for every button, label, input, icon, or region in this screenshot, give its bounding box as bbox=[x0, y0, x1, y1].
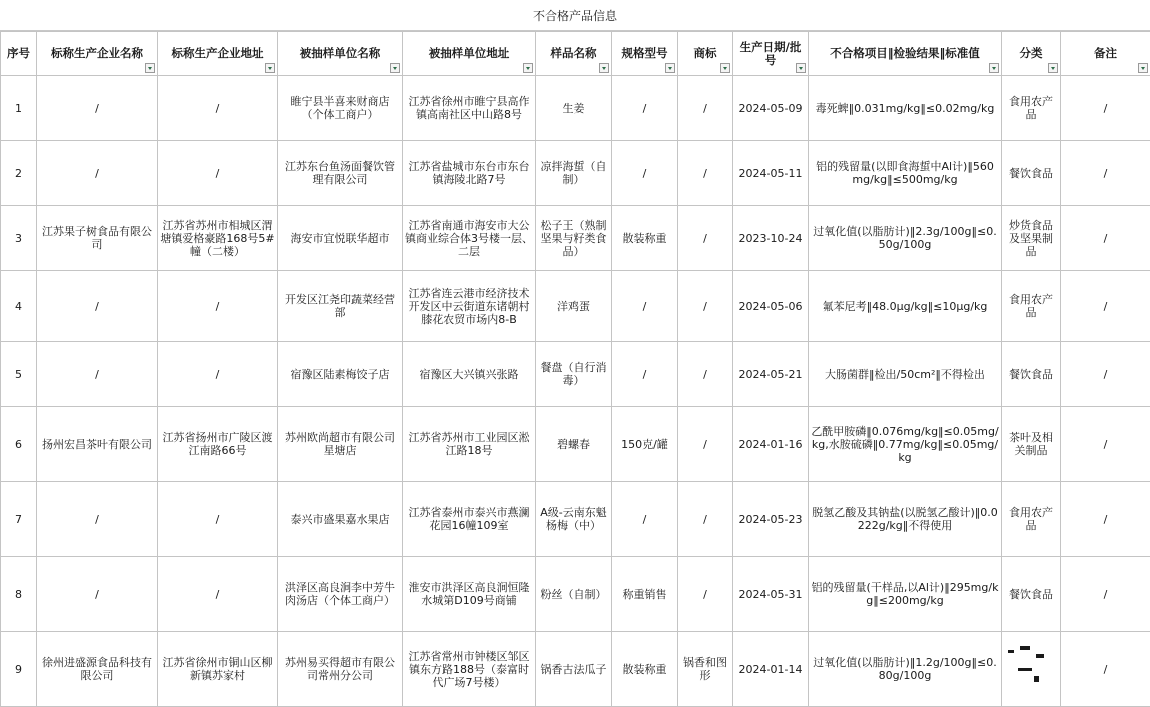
cell-production-date[interactable]: 2024-05-21 bbox=[733, 342, 809, 407]
cell-category[interactable]: 茶叶及相关制品 bbox=[1002, 407, 1061, 482]
cell-category[interactable]: 餐饮食品 bbox=[1002, 342, 1061, 407]
cell-remark[interactable]: / bbox=[1061, 342, 1150, 407]
cell-remark[interactable]: / bbox=[1061, 482, 1150, 557]
cell-seq[interactable]: 8 bbox=[1, 557, 37, 632]
cell-category[interactable]: 食用农产品 bbox=[1002, 271, 1061, 342]
header-maker-name bbox=[37, 32, 158, 76]
cell-sampled-unit-name[interactable]: 海安市宜悦联华超市 bbox=[278, 206, 403, 271]
cell-maker-address[interactable]: / bbox=[158, 271, 278, 342]
cell-production-date[interactable]: 2023-10-24 bbox=[733, 206, 809, 271]
header-row bbox=[1, 32, 1150, 76]
filter-dropdown-icon[interactable] bbox=[989, 63, 999, 73]
cell-sample-name[interactable]: 碧螺春 bbox=[536, 407, 612, 482]
cell-sample-name[interactable]: A级-云南东魁杨梅（中） bbox=[536, 482, 612, 557]
cell-maker-address[interactable]: / bbox=[158, 557, 278, 632]
header-production-date bbox=[733, 32, 809, 76]
cell-category[interactable]: 炒货食品及坚果制品 bbox=[1002, 206, 1061, 271]
cell-sampled-unit-address[interactable]: 江苏省南通市海安市大公镇商业综合体3号楼一层、二层 bbox=[403, 206, 536, 271]
table-row bbox=[1, 342, 1150, 407]
cell-spec[interactable]: / bbox=[612, 482, 678, 557]
header-maker-address bbox=[158, 32, 278, 76]
cell-category[interactable] bbox=[1002, 632, 1061, 707]
cell-maker-address[interactable]: / bbox=[158, 342, 278, 407]
cell-failed-item[interactable]: 过氧化值(以脂肪计)‖1.2g/100g‖≤0.80g/100g bbox=[809, 632, 1002, 707]
cell-maker-name[interactable]: / bbox=[37, 482, 158, 557]
cell-maker-address[interactable]: / bbox=[158, 141, 278, 206]
cell-brand[interactable]: / bbox=[678, 141, 733, 206]
header-label: 规格型号 bbox=[622, 46, 668, 60]
cell-remark[interactable]: / bbox=[1061, 271, 1150, 342]
cell-sampled-unit-address[interactable]: 江苏省苏州市工业园区淞江路18号 bbox=[403, 407, 536, 482]
cell-seq[interactable]: 7 bbox=[1, 482, 37, 557]
cell-remark[interactable]: / bbox=[1061, 206, 1150, 271]
cell-failed-item[interactable]: 大肠菌群‖检出/50cm²‖不得检出 bbox=[809, 342, 1002, 407]
cell-seq[interactable]: 2 bbox=[1, 141, 37, 206]
cell-sample-name[interactable]: 凉拌海蜇（自制） bbox=[536, 141, 612, 206]
cell-sampled-unit-address[interactable]: 江苏省常州市钟楼区邹区镇东方路188号（泰富时代广场7号楼） bbox=[403, 632, 536, 707]
header-label: 标称生产企业地址 bbox=[172, 46, 264, 60]
cell-maker-name[interactable]: / bbox=[37, 141, 158, 206]
cell-spec[interactable]: / bbox=[612, 342, 678, 407]
cell-sampled-unit-address[interactable]: 江苏省盐城市东台市东台镇海陵北路7号 bbox=[403, 141, 536, 206]
cell-category[interactable]: 餐饮食品 bbox=[1002, 141, 1061, 206]
cell-brand[interactable]: / bbox=[678, 76, 733, 141]
filter-dropdown-icon[interactable] bbox=[145, 63, 155, 73]
cell-failed-item[interactable]: 氟苯尼考‖48.0μg/kg‖≤10μg/kg bbox=[809, 271, 1002, 342]
cell-maker-address[interactable]: 江苏省苏州市相城区渭塘镇爱格豪路168号5#幢（二楼） bbox=[158, 206, 278, 271]
cell-sampled-unit-address[interactable]: 江苏省泰州市泰兴市燕澜花园16幢109室 bbox=[403, 482, 536, 557]
cell-failed-item[interactable]: 脱氢乙酸及其钠盐(以脱氢乙酸计)‖0.0222g/kg‖不得使用 bbox=[809, 482, 1002, 557]
cell-production-date[interactable]: 2024-05-11 bbox=[733, 141, 809, 206]
filter-dropdown-icon[interactable] bbox=[523, 63, 533, 73]
cell-maker-name[interactable]: / bbox=[37, 271, 158, 342]
filter-dropdown-icon[interactable] bbox=[796, 63, 806, 73]
cell-seq[interactable]: 4 bbox=[1, 271, 37, 342]
cell-seq[interactable]: 5 bbox=[1, 342, 37, 407]
table-row bbox=[1, 407, 1150, 482]
filter-dropdown-icon[interactable] bbox=[665, 63, 675, 73]
filter-dropdown-icon[interactable] bbox=[390, 63, 400, 73]
cell-seq[interactable]: 9 bbox=[1, 632, 37, 707]
header-brand bbox=[678, 32, 733, 76]
header-label: 被抽样单位地址 bbox=[429, 46, 510, 60]
filter-dropdown-icon[interactable] bbox=[599, 63, 609, 73]
cell-remark[interactable]: / bbox=[1061, 407, 1150, 482]
table-row bbox=[1, 482, 1150, 557]
cell-sampled-unit-address[interactable]: 宿豫区大兴镇兴张路 bbox=[403, 342, 536, 407]
cell-sampled-unit-name[interactable]: 江苏东台鱼汤面餐饮管理有限公司 bbox=[278, 141, 403, 206]
cell-remark[interactable]: / bbox=[1061, 632, 1150, 707]
cell-sampled-unit-name[interactable]: 苏州欧尚超市有限公司星塘店 bbox=[278, 407, 403, 482]
table-row bbox=[1, 141, 1150, 206]
cell-sampled-unit-address[interactable]: 江苏省连云港市经济技术开发区中云街道东诸朝村膝花农贸市场内8-B bbox=[403, 271, 536, 342]
cell-spec[interactable]: 称重销售 bbox=[612, 557, 678, 632]
cell-failed-item[interactable]: 过氧化值(以脂肪计)‖2.3g/100g‖≤0.50g/100g bbox=[809, 206, 1002, 271]
sheet-title: 不合格产品信息 bbox=[0, 0, 1150, 31]
cell-sampled-unit-name[interactable]: 洪泽区高良涧李中芳牛肉汤店（个体工商户） bbox=[278, 557, 403, 632]
cell-production-date[interactable]: 2024-05-06 bbox=[733, 271, 809, 342]
cell-maker-address[interactable]: / bbox=[158, 76, 278, 141]
cell-brand[interactable]: / bbox=[678, 557, 733, 632]
cell-sampled-unit-name[interactable]: 宿豫区陆素梅饺子店 bbox=[278, 342, 403, 407]
cell-maker-address[interactable]: / bbox=[158, 482, 278, 557]
table-row bbox=[1, 557, 1150, 632]
cell-seq[interactable]: 3 bbox=[1, 206, 37, 271]
cell-category[interactable]: 餐饮食品 bbox=[1002, 557, 1061, 632]
cell-spec[interactable]: / bbox=[612, 76, 678, 141]
header-label: 被抽样单位名称 bbox=[300, 46, 381, 60]
cell-category[interactable]: 食用农产品 bbox=[1002, 76, 1061, 141]
header-remark bbox=[1061, 32, 1150, 76]
filter-dropdown-icon[interactable] bbox=[720, 63, 730, 73]
cell-spec[interactable]: 150克/罐 bbox=[612, 407, 678, 482]
filter-dropdown-icon[interactable] bbox=[1048, 63, 1058, 73]
header-label: 不合格项目‖检验结果‖标准值 bbox=[830, 46, 980, 60]
cell-maker-name[interactable]: 扬州宏昌茶叶有限公司 bbox=[37, 407, 158, 482]
cell-maker-name[interactable]: / bbox=[37, 557, 158, 632]
cell-spec[interactable]: 散装称重 bbox=[612, 632, 678, 707]
cell-production-date[interactable]: 2024-05-31 bbox=[733, 557, 809, 632]
cell-maker-address[interactable]: 江苏省扬州市广陵区渡江南路66号 bbox=[158, 407, 278, 482]
cell-spec[interactable]: 散装称重 bbox=[612, 206, 678, 271]
cell-sample-name[interactable]: 洋鸡蛋 bbox=[536, 271, 612, 342]
header-sampled-unit-address bbox=[403, 32, 536, 76]
cell-production-date[interactable]: 2024-05-09 bbox=[733, 76, 809, 141]
header-category bbox=[1002, 32, 1061, 76]
table-row bbox=[1, 76, 1150, 141]
header-label: 分类 bbox=[1020, 46, 1043, 60]
cell-maker-name[interactable]: / bbox=[37, 76, 158, 141]
cell-sample-name[interactable]: 粉丝（自制） bbox=[536, 557, 612, 632]
data-table bbox=[0, 31, 1150, 707]
cell-failed-item[interactable]: 铝的残留量(干样品,以Al计)‖295mg/kg‖≤200mg/kg bbox=[809, 557, 1002, 632]
table-row bbox=[1, 271, 1150, 342]
header-label: 样品名称 bbox=[551, 46, 597, 60]
cell-category[interactable]: 食用农产品 bbox=[1002, 482, 1061, 557]
filter-dropdown-icon[interactable] bbox=[1138, 63, 1148, 73]
header-spec bbox=[612, 32, 678, 76]
cell-seq[interactable]: 1 bbox=[1, 76, 37, 141]
cell-remark[interactable]: / bbox=[1061, 557, 1150, 632]
cell-sampled-unit-name[interactable]: 开发区江尧印蔬菜经营部 bbox=[278, 271, 403, 342]
header-label: 序号 bbox=[7, 46, 30, 60]
cell-sampled-unit-name[interactable]: 泰兴市盛果嘉水果店 bbox=[278, 482, 403, 557]
cell-brand[interactable]: / bbox=[678, 271, 733, 342]
table-row bbox=[1, 632, 1150, 707]
header-label: 商标 bbox=[694, 46, 717, 60]
cell-seq[interactable]: 6 bbox=[1, 407, 37, 482]
cell-spec[interactable]: / bbox=[612, 141, 678, 206]
cell-brand[interactable]: / bbox=[678, 482, 733, 557]
cell-maker-name[interactable]: 徐州进盛源食品科技有限公司 bbox=[37, 632, 158, 707]
cell-sampled-unit-name[interactable]: 睢宁县半喜来财商店（个体工商户） bbox=[278, 76, 403, 141]
cell-sampled-unit-name[interactable]: 苏州易买得超市有限公司常州分公司 bbox=[278, 632, 403, 707]
cell-brand[interactable]: / bbox=[678, 206, 733, 271]
cell-spec[interactable]: / bbox=[612, 271, 678, 342]
cell-remark[interactable]: / bbox=[1061, 76, 1150, 141]
filter-dropdown-icon[interactable] bbox=[265, 63, 275, 73]
cell-brand[interactable]: / bbox=[678, 342, 733, 407]
cell-production-date[interactable]: 2024-05-23 bbox=[733, 482, 809, 557]
cell-sampled-unit-address[interactable]: 淮安市洪泽区高良涧恒隆水城第D109号商铺 bbox=[403, 557, 536, 632]
cell-brand[interactable]: / bbox=[678, 407, 733, 482]
cell-sampled-unit-address[interactable]: 江苏省徐州市睢宁县高作镇高南社区中山路8号 bbox=[403, 76, 536, 141]
cell-maker-address[interactable]: 江苏省徐州市铜山区柳新镇苏家村 bbox=[158, 632, 278, 707]
cell-production-date[interactable]: 2024-01-16 bbox=[733, 407, 809, 482]
header-sampled-unit-name bbox=[278, 32, 403, 76]
cell-production-date[interactable]: 2024-01-14 bbox=[733, 632, 809, 707]
cell-failed-item[interactable]: 乙酰甲胺磷‖0.076mg/kg‖≤0.05mg/kg,水胺硫磷‖0.77mg/kg‖≤0.05mg/kg bbox=[809, 407, 1002, 482]
cell-failed-item[interactable]: 铝的残留量(以即食海蜇中Al计)‖560mg/kg‖≤500mg/kg bbox=[809, 141, 1002, 206]
cell-remark[interactable]: / bbox=[1061, 141, 1150, 206]
header-sample-name bbox=[536, 32, 612, 76]
cell-sample-name[interactable]: 锅香古法瓜子 bbox=[536, 632, 612, 707]
cell-sample-name[interactable]: 生姜 bbox=[536, 76, 612, 141]
header-seq bbox=[1, 32, 37, 76]
header-label: 生产日期/批号 bbox=[740, 40, 802, 67]
cell-maker-name[interactable]: 江苏果子树食品有限公司 bbox=[37, 206, 158, 271]
header-label: 标称生产企业名称 bbox=[51, 46, 143, 60]
cell-sample-name[interactable]: 松子王（熟制坚果与籽类食品） bbox=[536, 206, 612, 271]
header-failed-item bbox=[809, 32, 1002, 76]
table-row bbox=[1, 206, 1150, 271]
cell-sample-name[interactable]: 餐盘（自行消毒） bbox=[536, 342, 612, 407]
cell-maker-name[interactable]: / bbox=[37, 342, 158, 407]
cell-failed-item[interactable]: 毒死蜱‖0.031mg/kg‖≤0.02mg/kg bbox=[809, 76, 1002, 141]
cell-brand[interactable]: 锅香和图形 bbox=[678, 632, 733, 707]
header-label: 备注 bbox=[1094, 46, 1117, 60]
